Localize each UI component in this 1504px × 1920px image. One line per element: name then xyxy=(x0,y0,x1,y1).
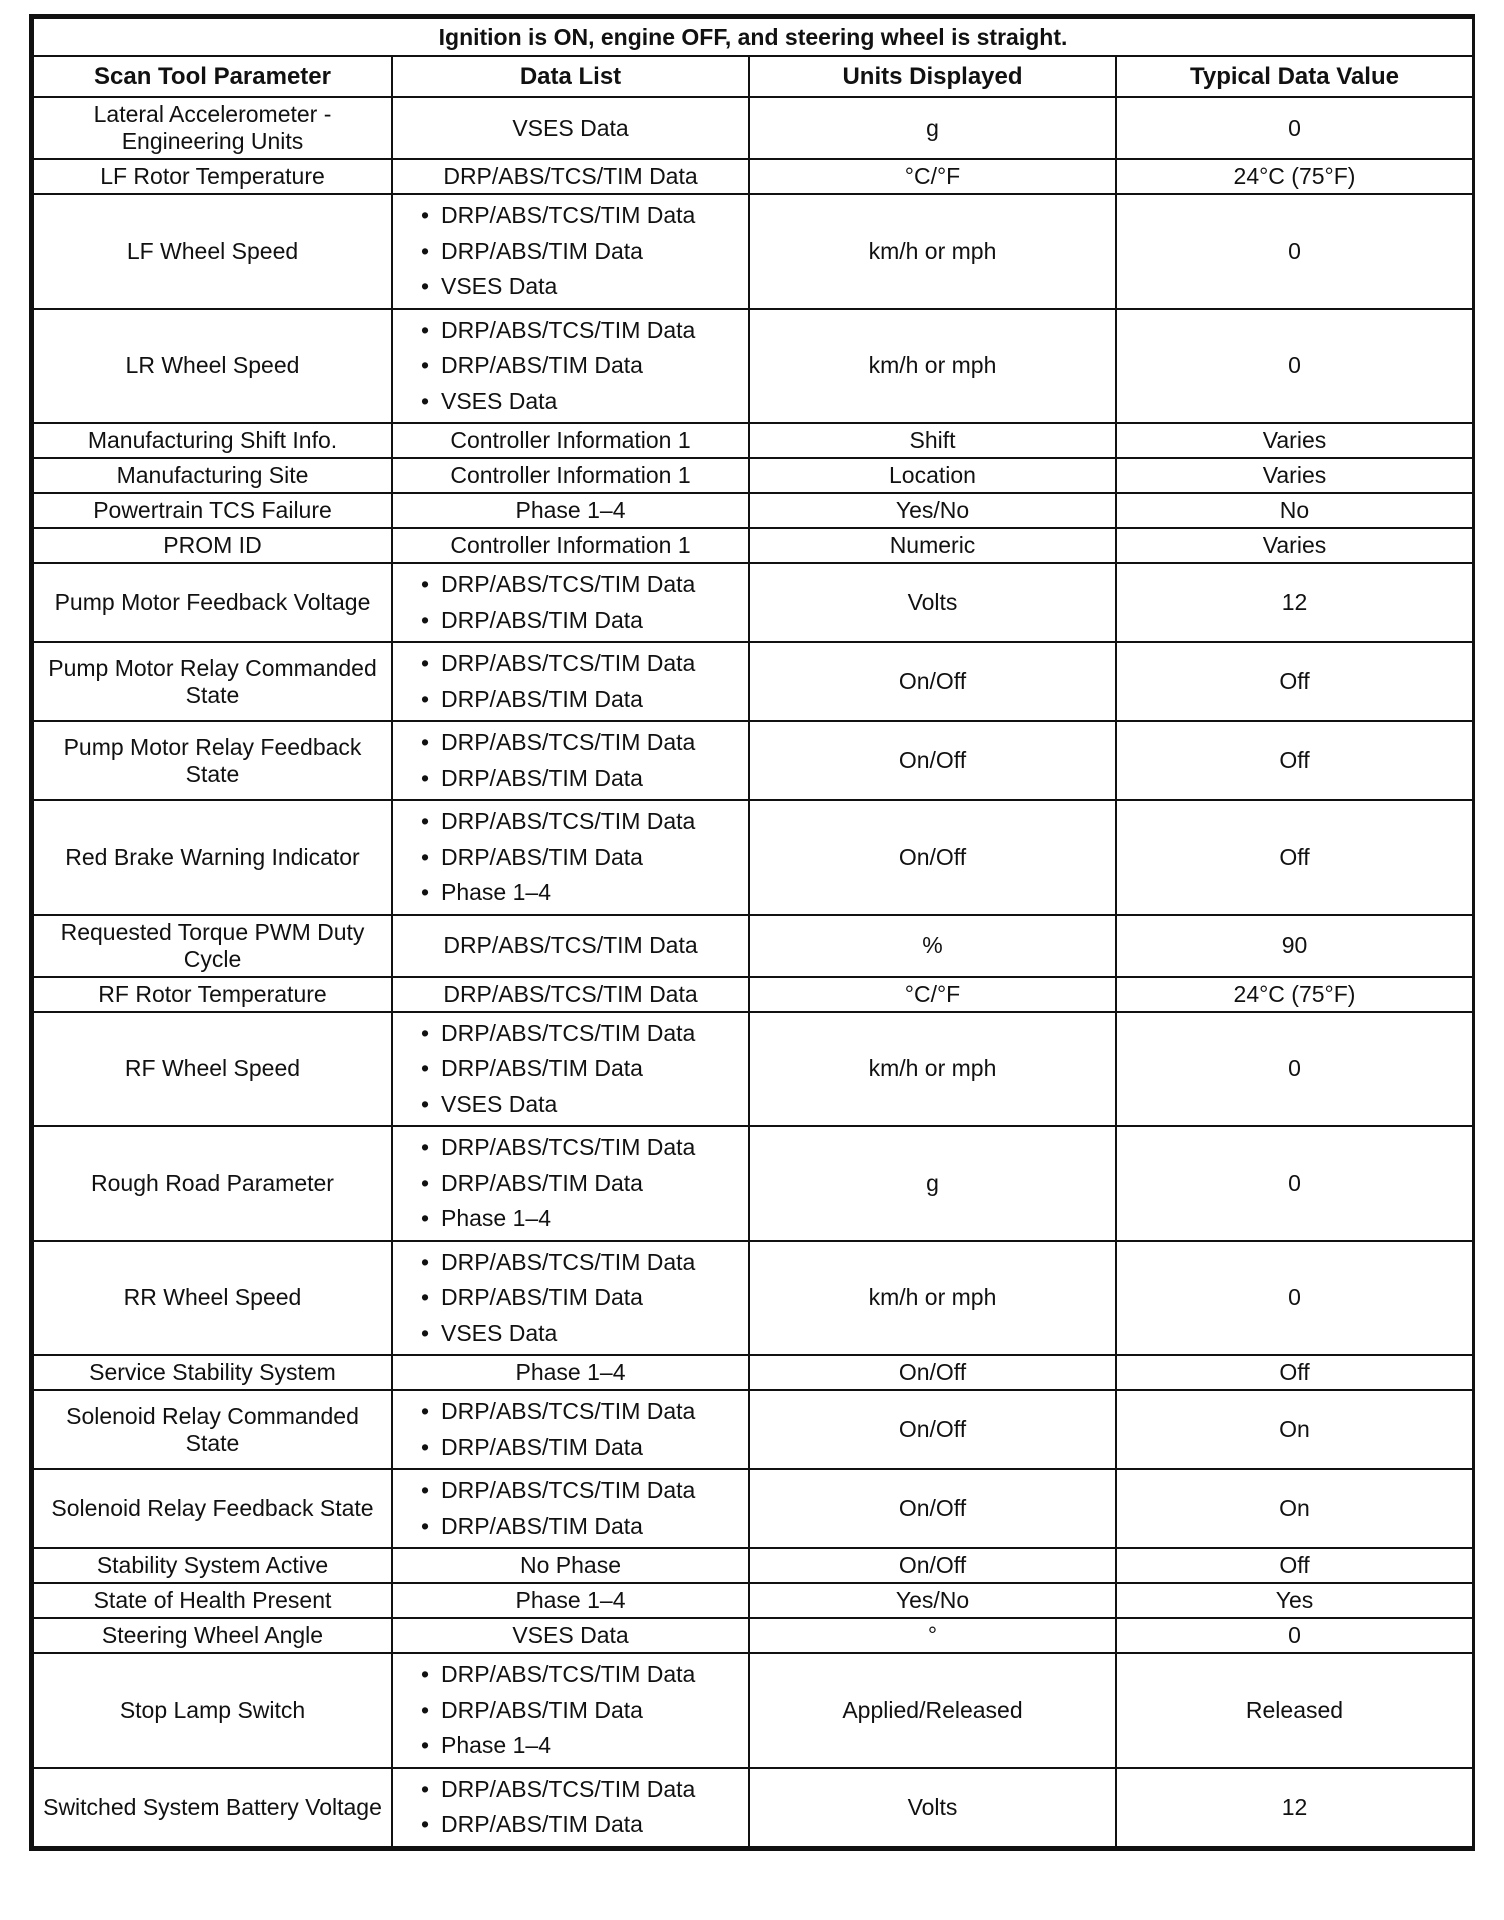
typical-value-cell: Off xyxy=(1116,1548,1473,1583)
data-list-cell: Phase 1–4 xyxy=(392,1583,749,1618)
parameter-cell: Red Brake Warning Indicator xyxy=(33,800,392,915)
units-cell: km/h or mph xyxy=(749,1012,1116,1127)
parameter-cell: Solenoid Relay Commanded State xyxy=(33,1390,392,1469)
units-cell: On/Off xyxy=(749,1390,1116,1469)
column-header-row xyxy=(33,56,1473,97)
table-row xyxy=(33,1126,1473,1241)
data-list-cell xyxy=(392,1012,749,1127)
data-list-item: • DRP/ABS/TIM Data xyxy=(421,1509,742,1545)
units-cell: ° xyxy=(749,1618,1116,1653)
parameter-cell: Solenoid Relay Feedback State xyxy=(33,1469,392,1548)
data-list-item: • DRP/ABS/TCS/TIM Data xyxy=(421,725,742,761)
data-list-cell xyxy=(392,1241,749,1356)
data-list-item: • DRP/ABS/TCS/TIM Data xyxy=(421,1657,742,1693)
scan-tool-data-table-frame xyxy=(29,14,1475,1851)
typical-value-cell: Varies xyxy=(1116,458,1473,493)
typical-value-cell: 12 xyxy=(1116,1768,1473,1847)
data-list-cell xyxy=(392,1390,749,1469)
data-list-bullets xyxy=(399,567,742,638)
data-list-bullets xyxy=(399,198,742,305)
table-row xyxy=(33,493,1473,528)
data-list-item: • DRP/ABS/TCS/TIM Data xyxy=(421,313,742,349)
typical-value-cell: 0 xyxy=(1116,309,1473,424)
data-list-bullets xyxy=(399,1016,742,1123)
data-list-bullets xyxy=(399,1130,742,1237)
typical-value-cell: 0 xyxy=(1116,1618,1473,1653)
parameter-cell: State of Health Present xyxy=(33,1583,392,1618)
units-cell: On/Off xyxy=(749,1548,1116,1583)
typical-value-cell: Varies xyxy=(1116,528,1473,563)
data-list-cell xyxy=(392,194,749,309)
units-cell: Numeric xyxy=(749,528,1116,563)
parameter-cell: Rough Road Parameter xyxy=(33,1126,392,1241)
data-list-item: • DRP/ABS/TCS/TIM Data xyxy=(421,1130,742,1166)
typical-value-cell: No xyxy=(1116,493,1473,528)
data-list-cell: Controller Information 1 xyxy=(392,458,749,493)
data-list-item: • DRP/ABS/TIM Data xyxy=(421,682,742,718)
units-cell: km/h or mph xyxy=(749,194,1116,309)
table-title-row xyxy=(33,18,1473,56)
data-list-item: • DRP/ABS/TIM Data xyxy=(421,603,742,639)
typical-value-cell: Off xyxy=(1116,642,1473,721)
data-list-cell: Controller Information 1 xyxy=(392,423,749,458)
data-list-cell xyxy=(392,721,749,800)
table-row xyxy=(33,97,1473,159)
data-list-item: • VSES Data xyxy=(421,1316,742,1352)
typical-value-cell: 0 xyxy=(1116,1126,1473,1241)
parameter-cell: Pump Motor Feedback Voltage xyxy=(33,563,392,642)
table-row xyxy=(33,1583,1473,1618)
table-row xyxy=(33,1618,1473,1653)
typical-value-cell: 0 xyxy=(1116,97,1473,159)
data-list-item: • DRP/ABS/TIM Data xyxy=(421,761,742,797)
data-list-cell xyxy=(392,1469,749,1548)
units-cell: km/h or mph xyxy=(749,1241,1116,1356)
typical-value-cell: 0 xyxy=(1116,1012,1473,1127)
typical-value-cell: 0 xyxy=(1116,1241,1473,1356)
data-list-item: • DRP/ABS/TIM Data xyxy=(421,1280,742,1316)
table-row xyxy=(33,458,1473,493)
data-list-item: • DRP/ABS/TCS/TIM Data xyxy=(421,804,742,840)
parameter-cell: Stop Lamp Switch xyxy=(33,1653,392,1768)
data-list-item: • Phase 1–4 xyxy=(421,875,742,911)
data-list-item: • DRP/ABS/TCS/TIM Data xyxy=(421,567,742,603)
table-body xyxy=(33,97,1473,1847)
data-list-item: • DRP/ABS/TCS/TIM Data xyxy=(421,1473,742,1509)
data-list-item: • DRP/ABS/TIM Data xyxy=(421,1051,742,1087)
data-list-cell: VSES Data xyxy=(392,1618,749,1653)
typical-value-cell: Off xyxy=(1116,1355,1473,1390)
table-row xyxy=(33,800,1473,915)
units-cell: g xyxy=(749,1126,1116,1241)
data-list-cell xyxy=(392,642,749,721)
header-typical-data-value: Typical Data Value xyxy=(1116,56,1473,97)
typical-value-cell: 24°C (75°F) xyxy=(1116,159,1473,194)
parameter-cell: RF Wheel Speed xyxy=(33,1012,392,1127)
table-row xyxy=(33,194,1473,309)
header-data-list: Data List xyxy=(392,56,749,97)
data-list-item: • DRP/ABS/TIM Data xyxy=(421,1430,742,1466)
typical-value-cell: Off xyxy=(1116,721,1473,800)
data-list-item: • DRP/ABS/TCS/TIM Data xyxy=(421,646,742,682)
parameter-cell: LF Rotor Temperature xyxy=(33,159,392,194)
typical-value-cell: Varies xyxy=(1116,423,1473,458)
table-row xyxy=(33,1768,1473,1847)
table-row xyxy=(33,563,1473,642)
table-row xyxy=(33,915,1473,977)
data-list-bullets xyxy=(399,1245,742,1352)
units-cell: Shift xyxy=(749,423,1116,458)
parameter-cell: Pump Motor Relay Feedback State xyxy=(33,721,392,800)
data-list-item: • Phase 1–4 xyxy=(421,1728,742,1764)
table-row xyxy=(33,1548,1473,1583)
units-cell: Yes/No xyxy=(749,493,1116,528)
data-list-bullets xyxy=(399,804,742,911)
data-list-item: • DRP/ABS/TCS/TIM Data xyxy=(421,1394,742,1430)
parameter-cell: RR Wheel Speed xyxy=(33,1241,392,1356)
units-cell: °C/°F xyxy=(749,159,1116,194)
typical-value-cell: 90 xyxy=(1116,915,1473,977)
parameter-cell: Service Stability System xyxy=(33,1355,392,1390)
units-cell: On/Off xyxy=(749,721,1116,800)
data-list-cell: No Phase xyxy=(392,1548,749,1583)
data-list-item: • DRP/ABS/TCS/TIM Data xyxy=(421,1016,742,1052)
data-list-cell: Phase 1–4 xyxy=(392,1355,749,1390)
data-list-item: • DRP/ABS/TCS/TIM Data xyxy=(421,1245,742,1281)
units-cell: Volts xyxy=(749,563,1116,642)
data-list-item: • VSES Data xyxy=(421,269,742,305)
units-cell: Applied/Released xyxy=(749,1653,1116,1768)
table-row xyxy=(33,1390,1473,1469)
table-row xyxy=(33,642,1473,721)
data-list-cell: DRP/ABS/TCS/TIM Data xyxy=(392,977,749,1012)
data-list-item: • DRP/ABS/TCS/TIM Data xyxy=(421,1772,742,1808)
table-title: Ignition is ON, engine OFF, and steering wheel is straight. xyxy=(33,18,1473,56)
data-list-cell: Controller Information 1 xyxy=(392,528,749,563)
parameter-cell: Switched System Battery Voltage xyxy=(33,1768,392,1847)
units-cell: % xyxy=(749,915,1116,977)
parameter-cell: Lateral Accelerometer - Engineering Units xyxy=(33,97,392,159)
typical-value-cell: Released xyxy=(1116,1653,1473,1768)
data-list-item: • DRP/ABS/TIM Data xyxy=(421,234,742,270)
data-list-bullets xyxy=(399,1473,742,1544)
data-list-item: • DRP/ABS/TIM Data xyxy=(421,1693,742,1729)
parameter-cell: Pump Motor Relay Commanded State xyxy=(33,642,392,721)
typical-value-cell: On xyxy=(1116,1390,1473,1469)
table-row xyxy=(33,1355,1473,1390)
units-cell: On/Off xyxy=(749,1469,1116,1548)
data-list-item: • VSES Data xyxy=(421,384,742,420)
table-row xyxy=(33,159,1473,194)
data-list-item: • DRP/ABS/TIM Data xyxy=(421,348,742,384)
parameter-cell: Powertrain TCS Failure xyxy=(33,493,392,528)
data-list-bullets xyxy=(399,646,742,717)
data-list-bullets xyxy=(399,1772,742,1843)
units-cell: Location xyxy=(749,458,1116,493)
parameter-cell: Requested Torque PWM Duty Cycle xyxy=(33,915,392,977)
parameter-cell: PROM ID xyxy=(33,528,392,563)
table-row xyxy=(33,1241,1473,1356)
units-cell: Volts xyxy=(749,1768,1116,1847)
header-units-displayed: Units Displayed xyxy=(749,56,1116,97)
parameter-cell: RF Rotor Temperature xyxy=(33,977,392,1012)
units-cell: On/Off xyxy=(749,1355,1116,1390)
data-list-cell: DRP/ABS/TCS/TIM Data xyxy=(392,159,749,194)
data-list-item: • DRP/ABS/TIM Data xyxy=(421,840,742,876)
data-list-cell: DRP/ABS/TCS/TIM Data xyxy=(392,915,749,977)
data-list-cell xyxy=(392,1653,749,1768)
table-row xyxy=(33,309,1473,424)
typical-value-cell: On xyxy=(1116,1469,1473,1548)
scan-tool-data-table xyxy=(32,17,1474,1848)
units-cell: On/Off xyxy=(749,800,1116,915)
parameter-cell: LR Wheel Speed xyxy=(33,309,392,424)
data-list-item: • Phase 1–4 xyxy=(421,1201,742,1237)
data-list-cell xyxy=(392,309,749,424)
table-row xyxy=(33,1653,1473,1768)
parameter-cell: Steering Wheel Angle xyxy=(33,1618,392,1653)
table-row xyxy=(33,1469,1473,1548)
table-row xyxy=(33,528,1473,563)
data-list-item: • DRP/ABS/TIM Data xyxy=(421,1807,742,1843)
data-list-bullets xyxy=(399,313,742,420)
data-list-cell: Phase 1–4 xyxy=(392,493,749,528)
typical-value-cell: 12 xyxy=(1116,563,1473,642)
table-row xyxy=(33,977,1473,1012)
data-list-item: • DRP/ABS/TCS/TIM Data xyxy=(421,198,742,234)
parameter-cell: Stability System Active xyxy=(33,1548,392,1583)
units-cell: °C/°F xyxy=(749,977,1116,1012)
table-row xyxy=(33,721,1473,800)
data-list-bullets xyxy=(399,725,742,796)
data-list-cell xyxy=(392,1768,749,1847)
typical-value-cell: Yes xyxy=(1116,1583,1473,1618)
parameter-cell: Manufacturing Site xyxy=(33,458,392,493)
typical-value-cell: Off xyxy=(1116,800,1473,915)
table-row xyxy=(33,423,1473,458)
data-list-cell: VSES Data xyxy=(392,97,749,159)
parameter-cell: LF Wheel Speed xyxy=(33,194,392,309)
table-row xyxy=(33,1012,1473,1127)
data-list-cell xyxy=(392,800,749,915)
data-list-bullets xyxy=(399,1657,742,1764)
data-list-item: • DRP/ABS/TIM Data xyxy=(421,1166,742,1202)
units-cell: Yes/No xyxy=(749,1583,1116,1618)
data-list-item: • VSES Data xyxy=(421,1087,742,1123)
data-list-bullets xyxy=(399,1394,742,1465)
units-cell: On/Off xyxy=(749,642,1116,721)
data-list-cell xyxy=(392,1126,749,1241)
typical-value-cell: 24°C (75°F) xyxy=(1116,977,1473,1012)
typical-value-cell: 0 xyxy=(1116,194,1473,309)
parameter-cell: Manufacturing Shift Info. xyxy=(33,423,392,458)
units-cell: g xyxy=(749,97,1116,159)
header-scan-tool-parameter: Scan Tool Parameter xyxy=(33,56,392,97)
data-list-cell xyxy=(392,563,749,642)
units-cell: km/h or mph xyxy=(749,309,1116,424)
